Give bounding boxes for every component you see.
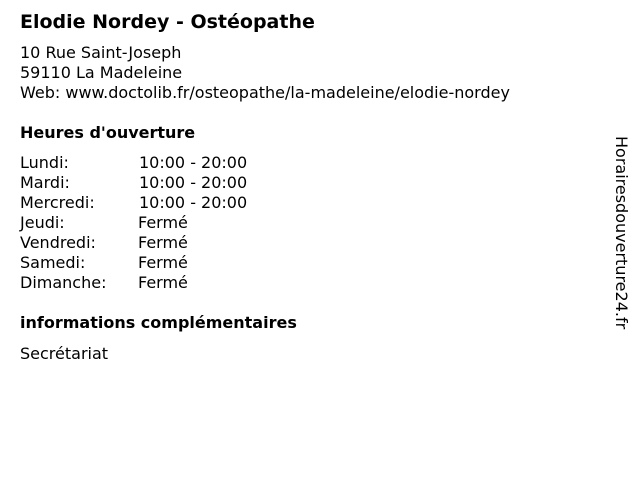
day-hours: 10:00 - 20:00 — [139, 173, 248, 192]
address-block — [20, 43, 510, 103]
address-street: 10 Rue Saint-Joseph — [20, 43, 182, 62]
day-hours: 10:00 - 20:00 — [139, 153, 248, 172]
hours-row-tuesday — [20, 173, 320, 193]
day-hours: 10:00 - 20:00 — [139, 193, 248, 212]
opening-hours-table — [20, 153, 320, 293]
day-hours: Fermé — [138, 213, 188, 232]
hours-row-thursday — [20, 213, 320, 233]
day-label: Vendredi: — [20, 233, 96, 252]
address-city: 59110 La Madeleine — [20, 63, 183, 82]
day-label: Samedi: — [20, 253, 86, 272]
hours-row-saturday — [20, 253, 320, 273]
day-label: Mardi: — [20, 173, 70, 192]
address-web: Web: www.doctolib.fr/osteopathe/la-madeleine/elodie-nordey — [20, 83, 510, 102]
opening-hours-heading: Heures d'ouverture — [20, 123, 196, 142]
day-label: Dimanche: — [20, 273, 107, 292]
hours-row-wednesday — [20, 193, 320, 213]
page-title: Elodie Nordey - Ostéopathe — [20, 11, 315, 33]
site-watermark — [611, 136, 631, 346]
additional-info-text: Secrétariat — [20, 344, 109, 363]
day-label: Jeudi: — [20, 213, 65, 232]
day-label: Lundi: — [20, 153, 69, 172]
hours-row-sunday — [20, 273, 320, 293]
day-label: Mercredi: — [20, 193, 95, 212]
hours-row-monday — [20, 153, 320, 173]
day-hours: Fermé — [138, 273, 188, 292]
additional-info-heading: informations complémentaires — [20, 313, 297, 332]
hours-row-friday — [20, 233, 320, 253]
day-hours: Fermé — [138, 233, 188, 252]
watermark-text: Horairesdouverture24.fr — [612, 136, 631, 330]
day-hours: Fermé — [138, 253, 188, 272]
